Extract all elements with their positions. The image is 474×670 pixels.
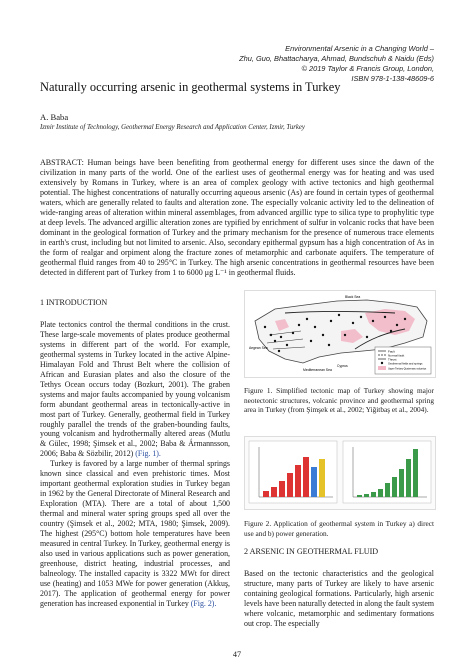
legend-normal-fault: Normal fault (388, 353, 405, 358)
label-cyprus: Cyprus (337, 364, 348, 368)
chart-b-power-generation (343, 441, 431, 503)
chart-a-direct-use (249, 441, 337, 503)
figure-1-map (244, 290, 436, 378)
label-mediterranean: Mediterranean Sea (303, 368, 332, 372)
page-number: 47 (232, 650, 242, 659)
figure-2-caption: Figure 2. Application of geothermal system in Turkey a) direct use and b) power generation. (244, 519, 434, 538)
author-affiliation: Izmir Institute of Technology, Geothermal Energy Research and Application Center, Izmir, Turkey (40, 124, 305, 131)
header-line2: Zhu, Guo, Bhattacharya, Ahmad, Bundschuh & Naidu (Eds) (239, 54, 434, 63)
label-black-sea: Black Sea (345, 295, 361, 299)
legend-fault: Fault (388, 349, 395, 354)
label-aegean-sea: Aegean Sea (249, 346, 268, 350)
section-heading-arsenic: 2 ARSENIC IN GEOTHERMAL FLUID (244, 547, 379, 556)
intro-paragraph-1 (40, 320, 230, 459)
fig1-link[interactable]: (Fig. 1). (135, 449, 161, 459)
section-heading-introduction: 1 INTRODUCTION (40, 298, 108, 307)
fig2-link[interactable]: (Fig. 2). (190, 598, 217, 608)
header-line1: Environmental Arsenic in a Changing World – (285, 44, 434, 53)
section2-paragraph-1: Based on the tectonic characteristics and the geological structure, many parts of Turkey are likely to have arsenic containing geological formations. Particularly, high arsenic levels have been naturally detected in along the fault system where volcanic, metamorphic and sedimentary formations out crop. The especially (244, 569, 434, 628)
left-column (40, 298, 230, 609)
legend-volcanics: Upper Tertiary-Quaternary volcanics (388, 367, 427, 371)
application-charts-graphic (245, 437, 435, 509)
abstract: ABSTRACT: Human beings have been benefiting from geothermal energy for different uses since the dawn of the civilization in many parts of the world. One of the earliest uses of geothermal energy was for heating and was used extensively by Romans in Turkey, where is an area of complex geology with active tectonics and high geothermal potential. The highest concentrations of naturally occurring aqueous arsenic (As) are found in certain types of geothermal waters, which are generally related to faults and alteration zone. The especially volcanic activity led to the delineation of wide-ranging areas of alteration within mineral assemblages, from advanced argillic type to silica type to prophylitic type at deep levels. The advanced argillic alteration zones are typified by enrichment of sulfur in volcanic rocks that have been dominant in the geological formation of Turkey and the primary mechanism for the presence of numerous trace elements in earth's crust, including but not limited to arsenic. Also, secondary epithermal gypsum has a high concentration of As in the form of realgar and orpiment along the fracture zones of metamorphic and carbonate aquifers. The temperature of geothermal fluid ranges from 40 to 295°C in Turkey. The high arsenic concentrations in geothermal resources have been detected in different part of Turkey from 1 to 6000 μg L⁻¹ in geothermal fluids. (40, 158, 434, 277)
tectonic-map-graphic (245, 291, 435, 377)
intro-paragraph-2 (40, 459, 230, 608)
legend-thrust: Thrust (388, 357, 397, 362)
header-line4: ISBN 978-1-138-48609-6 (351, 74, 434, 83)
running-header (174, 44, 434, 84)
paper-title: Naturally occurring arsenic in geothermal systems in Turkey (40, 80, 341, 94)
legend-geothermal: Geothermal fields and springs (388, 362, 423, 366)
author-name: A. Baba (40, 112, 69, 122)
figure-1-caption: Figure 1. Simplified tectonic map of Turkey showing major neotectonic structures, volcanic province and geothermal spring area in Turkey (from Şimşek et al., 2002; Yiğitbaş et al., 2004). (244, 386, 434, 414)
intro-p2-text: Turkey is favored by a large number of thermal springs known since classical and even prehistoric times. Most important geothermal exploration studies in Turkey began in 1962 by the General Directorate of Mineral Research and Exploration (MTA). There are a total of about 1,500 thermal and mineral water spring groups sped all over the country (Şimsek et al., 2002; MTA, 1980; Şimsek, 2009). The highest (295°C) bottom hole temperatures have been measured in central Turkey. In Turkey, geothermal energy is also used in various applications such as power generation, greenhouse, district heating, industrial processes, and balneology. The installed capacity is 3322 MWt for direct use (heating) and 1053 MWe for power generation (Akkuş, 2017). The application of geothermal energy for power generation has increased exponential in Turkey (40, 459, 230, 608)
figure-2-charts (244, 436, 436, 510)
intro-p1-text: Plate tectonics control the thermal conditions in the crust. These large-scale movements of plates produce geothermal systems in different part of the world. For example, geothermal systems in Turkey located in the active Alpine-Himalayan Fold and Thrust Belt where the collision of African and Eurasian plates and also the closure of the Tethys Ocean occurs today (Bozkurt, 2001). The graben systems and major faults accompanied by young volcanism form abundant geothermal areas in tectonically-active in most part of Turkey. Generally, geothermal field in Turkey roughly parallel the trends of the graben-bounding faults, young volcanism and hydrothermally altered areas (Mutlu & Gülec, 1998; Şimsek et al., 2002; Baba & Ármannsson, 2006; Baba & Sözbilir, 2012) (40, 320, 230, 459)
header-line3: © 2019 Taylor & Francis Group, London, (301, 64, 434, 73)
